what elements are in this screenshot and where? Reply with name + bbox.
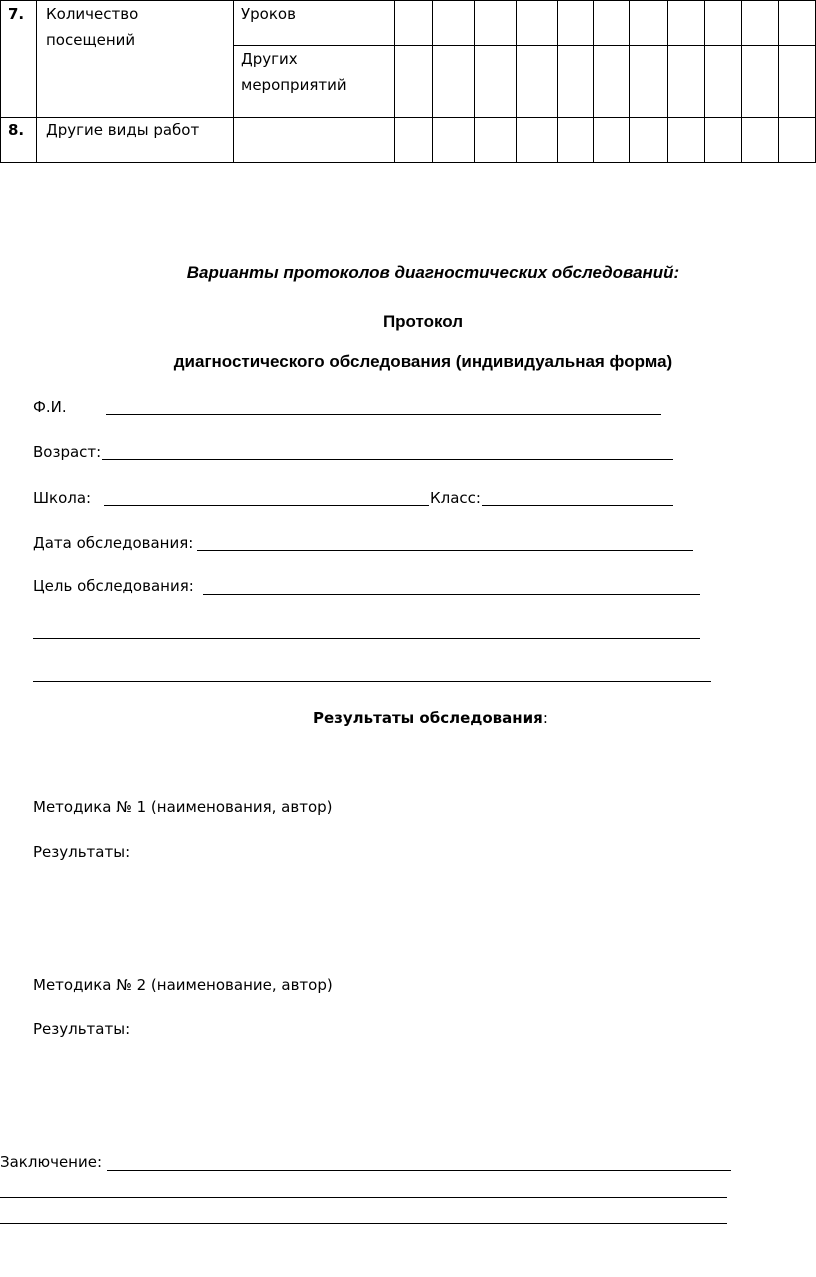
variants-title: Варианты протоколов диагностических обследований: xyxy=(186,263,680,282)
results-heading: Результаты обследования xyxy=(313,709,543,727)
row-number: 7. xyxy=(8,5,25,23)
school-field[interactable] xyxy=(104,505,429,506)
goal-field-line[interactable] xyxy=(33,638,700,639)
age-label: Возраст: xyxy=(33,443,102,461)
goal-label: Цель обследования: xyxy=(33,577,194,595)
age-field[interactable] xyxy=(102,459,673,460)
conclusion-label: Заключение: xyxy=(0,1153,103,1171)
results-heading-colon: : xyxy=(542,709,548,727)
conclusion-field-line[interactable] xyxy=(0,1197,727,1198)
class-field[interactable] xyxy=(482,505,673,506)
fio-field[interactable] xyxy=(106,414,661,415)
school-label: Школа: xyxy=(33,489,92,507)
protocol-title: Протокол xyxy=(382,312,464,331)
sub-row-label: Уроков xyxy=(241,5,296,23)
results-heading-wrap xyxy=(313,709,548,727)
row-number: 8. xyxy=(8,121,25,139)
row-label: Количество посещений xyxy=(46,5,139,49)
goal-field-line[interactable] xyxy=(33,681,711,682)
conclusion-field-line[interactable] xyxy=(0,1223,727,1224)
date-label: Дата обследования: xyxy=(33,534,194,552)
table-border xyxy=(0,162,816,163)
results-1-label: Результаты: xyxy=(33,843,131,861)
row-label: Другие виды работ xyxy=(46,121,200,139)
date-field[interactable] xyxy=(197,550,693,551)
class-label: Класс: xyxy=(430,489,481,507)
results-2-label: Результаты: xyxy=(33,1020,131,1038)
method-1: Методика № 1 (наименования, автор) xyxy=(33,798,333,816)
method-2: Методика № 2 (наименование, автор) xyxy=(33,976,333,994)
protocol-subtitle: диагностического обследования (индивидуальная форма) xyxy=(173,352,673,371)
fio-label: Ф.И. xyxy=(33,398,67,416)
conclusion-field[interactable] xyxy=(107,1170,731,1171)
goal-field[interactable] xyxy=(203,594,700,595)
sub-row-label: Других мероприятий xyxy=(241,50,347,94)
